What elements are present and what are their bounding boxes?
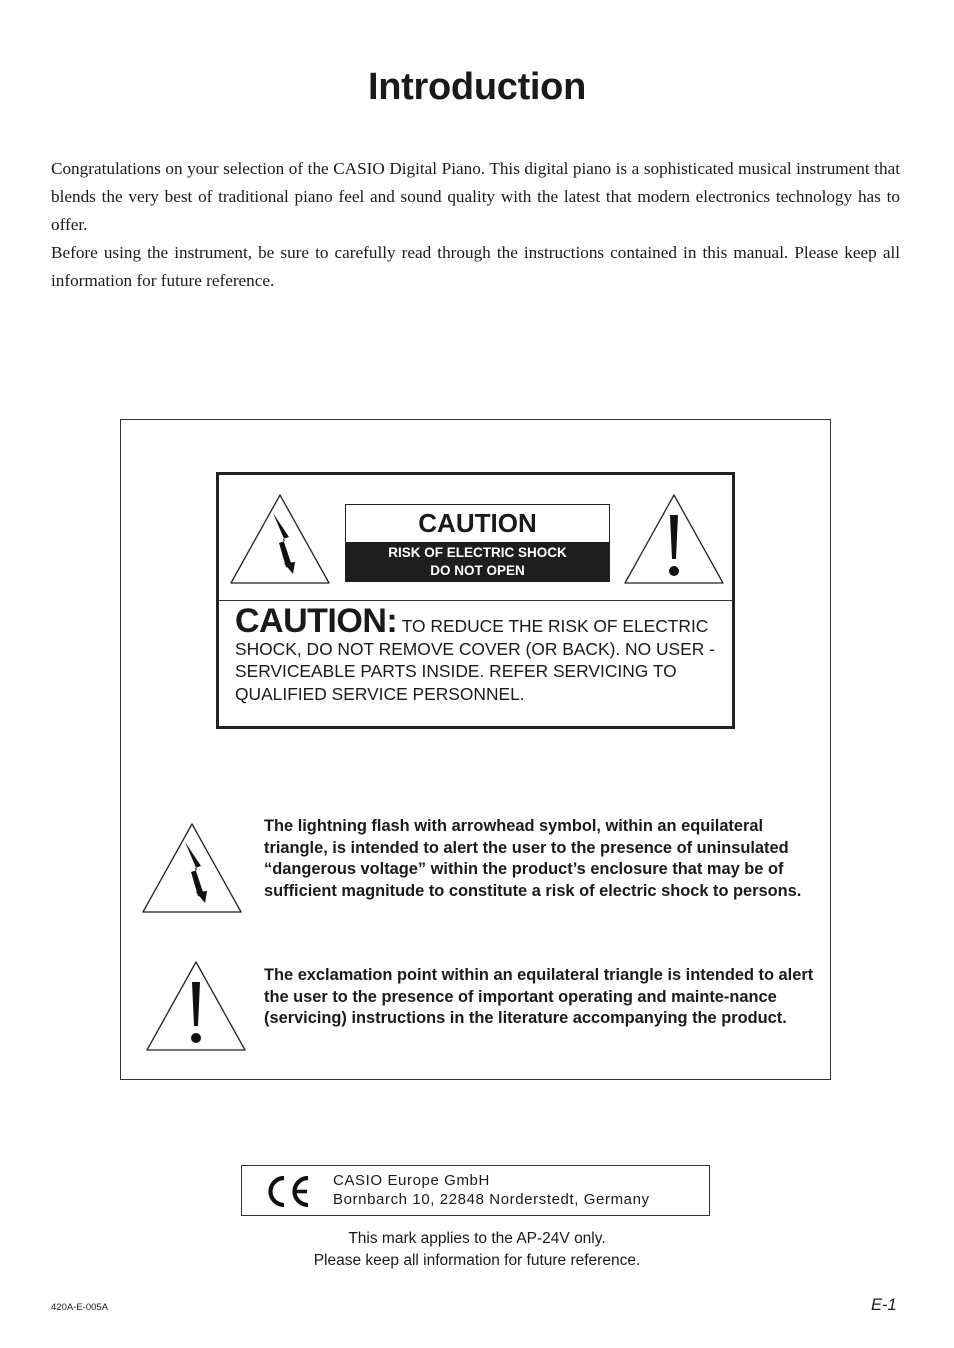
exclamation-triangle-icon <box>621 491 727 587</box>
page-title: Introduction <box>367 66 587 108</box>
ce-line-1: CASIO Europe GmbH <box>333 1172 490 1189</box>
mark-note-line-1: This mark applies to the AP-24V only. <box>348 1230 606 1247</box>
warning-band <box>346 542 609 581</box>
caution-statement <box>235 602 721 705</box>
page-number: E-1 <box>871 1296 897 1314</box>
caution-body: TO REDUCE THE RISK OF ELECTRIC SHOCK, DO NOT REMOVE COVER (OR BACK). NO USER -SERVICEABLE PARTS INSIDE. REFER SERVICING TO QUALIFIED SERVICE PERSONNEL. <box>235 616 715 704</box>
lightning-triangle-icon <box>227 491 333 587</box>
mark-note-line-2: Please keep all information for future reference. <box>313 1251 641 1269</box>
exclamation-triangle-icon <box>143 958 249 1054</box>
band-line-2: DO NOT OPEN <box>430 563 525 578</box>
lightning-explanation: The lightning flash with arrowhead symbol, within an equilateral triangle, is intended to alert the user to the presence of uninsulated “dangerous voltage” within the product’s enclosure that may be of sufficient magnitude to constitute a risk of electric shock to persons. <box>264 817 802 900</box>
ce-declaration <box>241 1165 710 1216</box>
exclamation-explanation: The exclamation point within an equilateral triangle is intended to alert the user to the presence of important operating and mainte-nance (servicing) instructions in the literature accompanying the product. <box>264 966 814 1027</box>
caution-big-word: CAUTION: <box>235 602 398 640</box>
caution-label <box>216 472 735 729</box>
document-code: 420A-E-005A <box>51 1302 109 1313</box>
intro-text <box>51 155 900 295</box>
mark-note <box>0 1228 954 1271</box>
intro-paragraph-2: Before using the instrument, be sure to carefully read through the instructions contained in this manual. Please keep all information for future reference. <box>51 243 900 290</box>
lightning-triangle-icon <box>139 820 245 916</box>
label-divider <box>219 600 732 601</box>
caution-word: CAUTION <box>418 508 537 538</box>
ce-mark-icon <box>264 1175 312 1208</box>
band-line-1: RISK OF ELECTRIC SHOCK <box>388 545 567 560</box>
intro-paragraph-1: Congratulations on your selection of the CASIO Digital Piano. This digital piano is a sophisticated musical instrument that blends the very best of traditional piano feel and sound quality with the latest that modern electronics technology has to offer. <box>51 159 900 234</box>
ce-line-2: Bornbarch 10, 22848 Norderstedt, Germany <box>333 1190 650 1208</box>
caution-header <box>345 504 610 582</box>
ce-address <box>333 1172 650 1209</box>
